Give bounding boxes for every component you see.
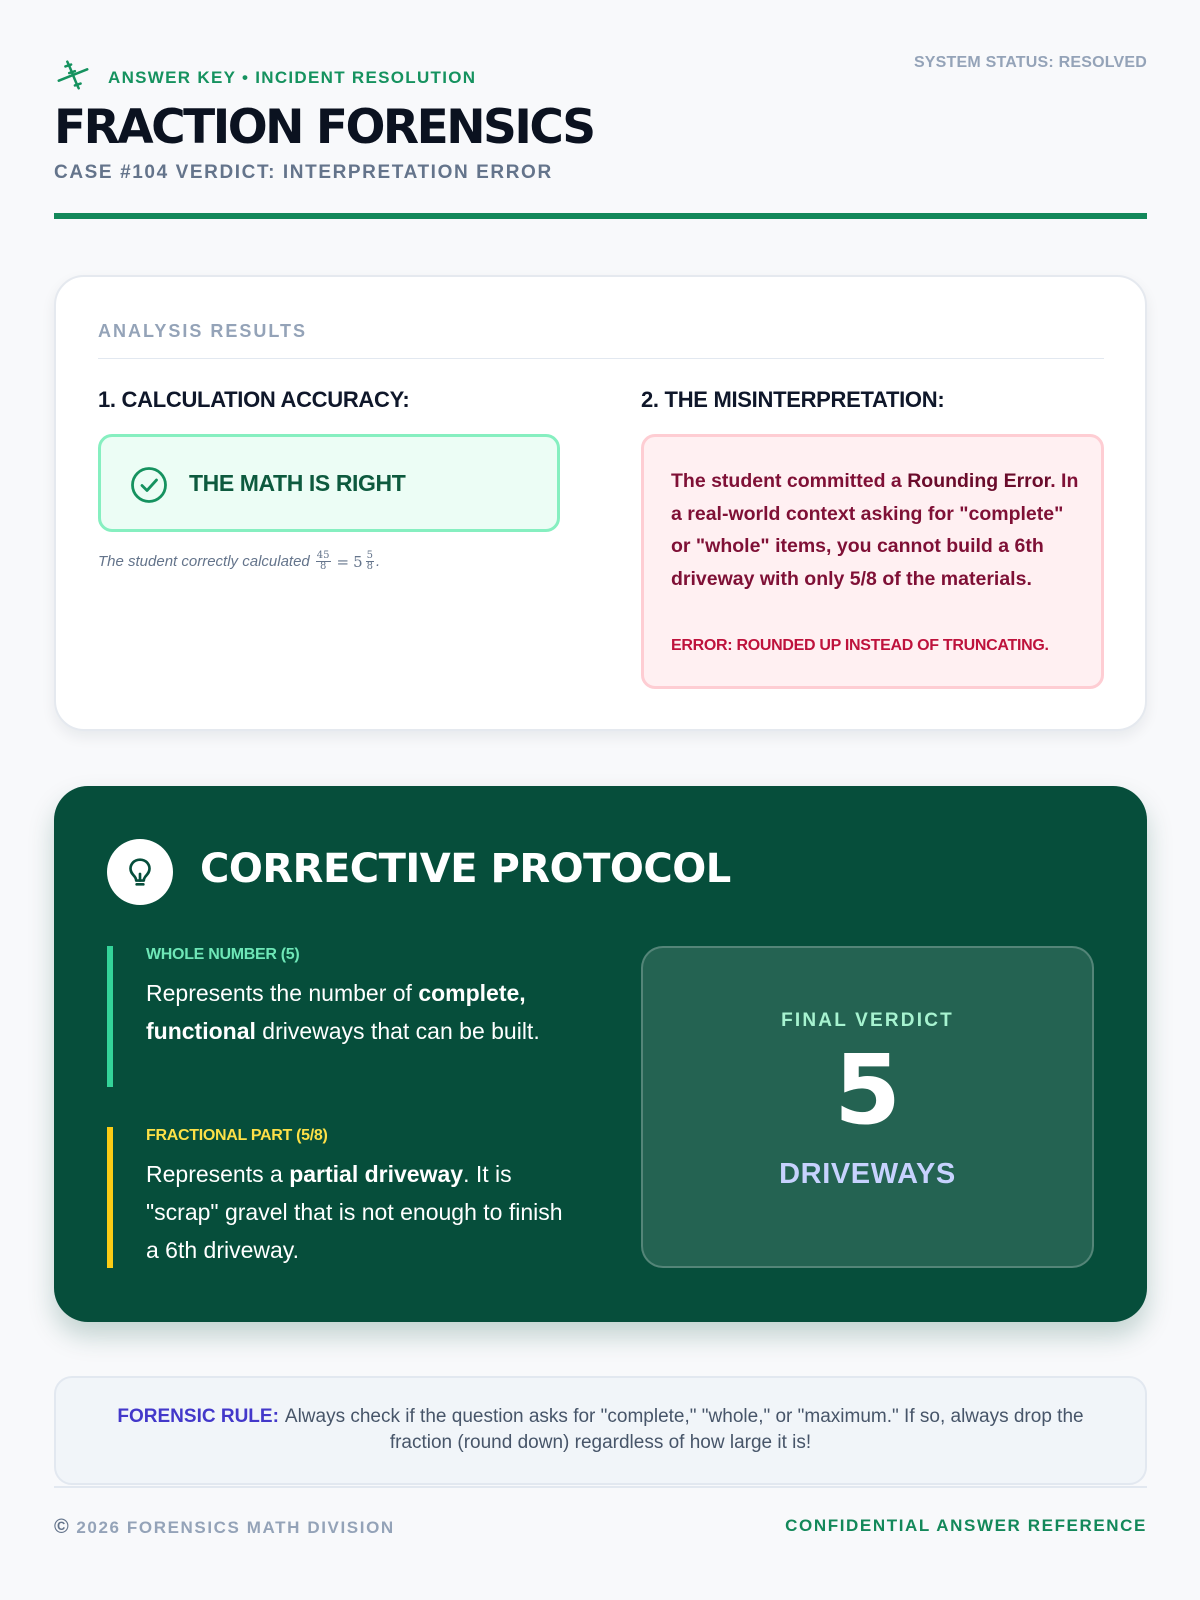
analysis-label: ANALYSIS RESULTS bbox=[98, 321, 308, 341]
page-title: FRACTION FORENSICS bbox=[54, 100, 594, 155]
mixed-numerator: 5 bbox=[366, 550, 374, 561]
mixed-fraction bbox=[366, 551, 374, 572]
eyebrow-text: ANSWER KEY • INCIDENT RESOLUTION bbox=[108, 67, 477, 87]
final-verdict-card bbox=[641, 946, 1094, 1268]
system-status: SYSTEM STATUS: RESOLVED bbox=[913, 54, 1147, 71]
error-code: ERROR: ROUNDED UP INSTEAD OF TRUNCATING. bbox=[671, 637, 1049, 654]
error-post: . In a real-world context asking for "complete" or "whole" items, you cannot build a 6th driveway with only 5/8 of the materials. bbox=[671, 470, 1079, 590]
footer-left-text: 2026 FORENSICS MATH DIVISION bbox=[76, 1517, 395, 1537]
equals-sign: = bbox=[336, 552, 350, 571]
corrective-protocol-panel bbox=[54, 786, 1147, 1322]
fractional-part-label: FRACTIONAL PART (5/8) bbox=[146, 1127, 328, 1144]
verdict-unit: DRIVEWAYS bbox=[779, 1158, 956, 1190]
whole-pre: Represents the number of bbox=[146, 980, 419, 1006]
fraction-post: . It is "scrap" gravel that is not enough to finish a 6th driveway. bbox=[146, 1161, 563, 1263]
improper-fraction bbox=[316, 551, 331, 572]
analysis-divider bbox=[98, 358, 1104, 359]
eyebrow bbox=[54, 56, 476, 99]
forensic-rule-text bbox=[96, 1404, 1105, 1456]
check-circle-icon bbox=[129, 465, 169, 505]
whole-bold: complete, functional bbox=[146, 980, 526, 1044]
lightbulb-icon bbox=[107, 839, 173, 905]
header bbox=[54, 50, 1147, 220]
verdict-label: FINAL VERDICT bbox=[781, 1010, 954, 1031]
analysis-card bbox=[54, 275, 1147, 731]
fractional-part-explanation bbox=[107, 1127, 567, 1268]
error-pre: The student committed a bbox=[671, 470, 908, 492]
fraction-denominator: 8 bbox=[319, 561, 327, 572]
fractional-part-body bbox=[146, 1155, 567, 1269]
fraction-pre: Represents a bbox=[146, 1161, 290, 1187]
copyright-symbol: © bbox=[54, 1516, 71, 1538]
footer-divider bbox=[54, 1486, 1147, 1488]
misinterpretation-title: 2. THE MISINTERPRETATION: bbox=[641, 387, 945, 412]
whole-number-explanation bbox=[107, 946, 567, 1087]
calculation-accuracy-title: 1. CALCULATION ACCURACY: bbox=[98, 387, 410, 412]
verdict-number: 5 bbox=[834, 1034, 901, 1146]
footer-confidential: CONFIDENTIAL ANSWER REFERENCE bbox=[785, 1516, 1147, 1535]
forensic-rule-body: Always check if the question asks for "complete," "whole," or "maximum." If so, always drop the fraction (round down) regardless of how large it is! bbox=[284, 1406, 1084, 1453]
forensic-rule-box bbox=[54, 1376, 1147, 1485]
error-bold: Rounding Error bbox=[907, 470, 1051, 492]
calc-note-prefix: The student correctly calculated bbox=[98, 553, 310, 570]
mixed-whole: 5 bbox=[353, 552, 363, 571]
whole-number-body bbox=[146, 974, 567, 1050]
mixed-denominator: 8 bbox=[366, 561, 374, 572]
page bbox=[54, 0, 1147, 1600]
fraction-numerator: 45 bbox=[316, 550, 330, 561]
protocol-title: CORRECTIVE PROTOCOL bbox=[200, 846, 731, 892]
whole-post: driveways that can be built. bbox=[255, 1018, 540, 1044]
calculation-note bbox=[98, 551, 380, 572]
header-rule bbox=[54, 213, 1147, 219]
page-subtitle: CASE #104 VERDICT: INTERPRETATION ERROR bbox=[54, 162, 553, 183]
whole-number-label: WHOLE NUMBER (5) bbox=[146, 946, 300, 963]
fraction-bold: partial driveway bbox=[289, 1161, 464, 1187]
forensic-rule-label: FORENSIC RULE: bbox=[117, 1406, 279, 1427]
footer-copyright bbox=[54, 1516, 395, 1539]
dna-icon bbox=[54, 56, 92, 99]
math-status-box bbox=[98, 434, 560, 532]
math-status-text: THE MATH IS RIGHT bbox=[189, 470, 406, 496]
error-description bbox=[671, 465, 1086, 595]
calc-period: . bbox=[376, 553, 381, 570]
error-box bbox=[641, 434, 1104, 689]
